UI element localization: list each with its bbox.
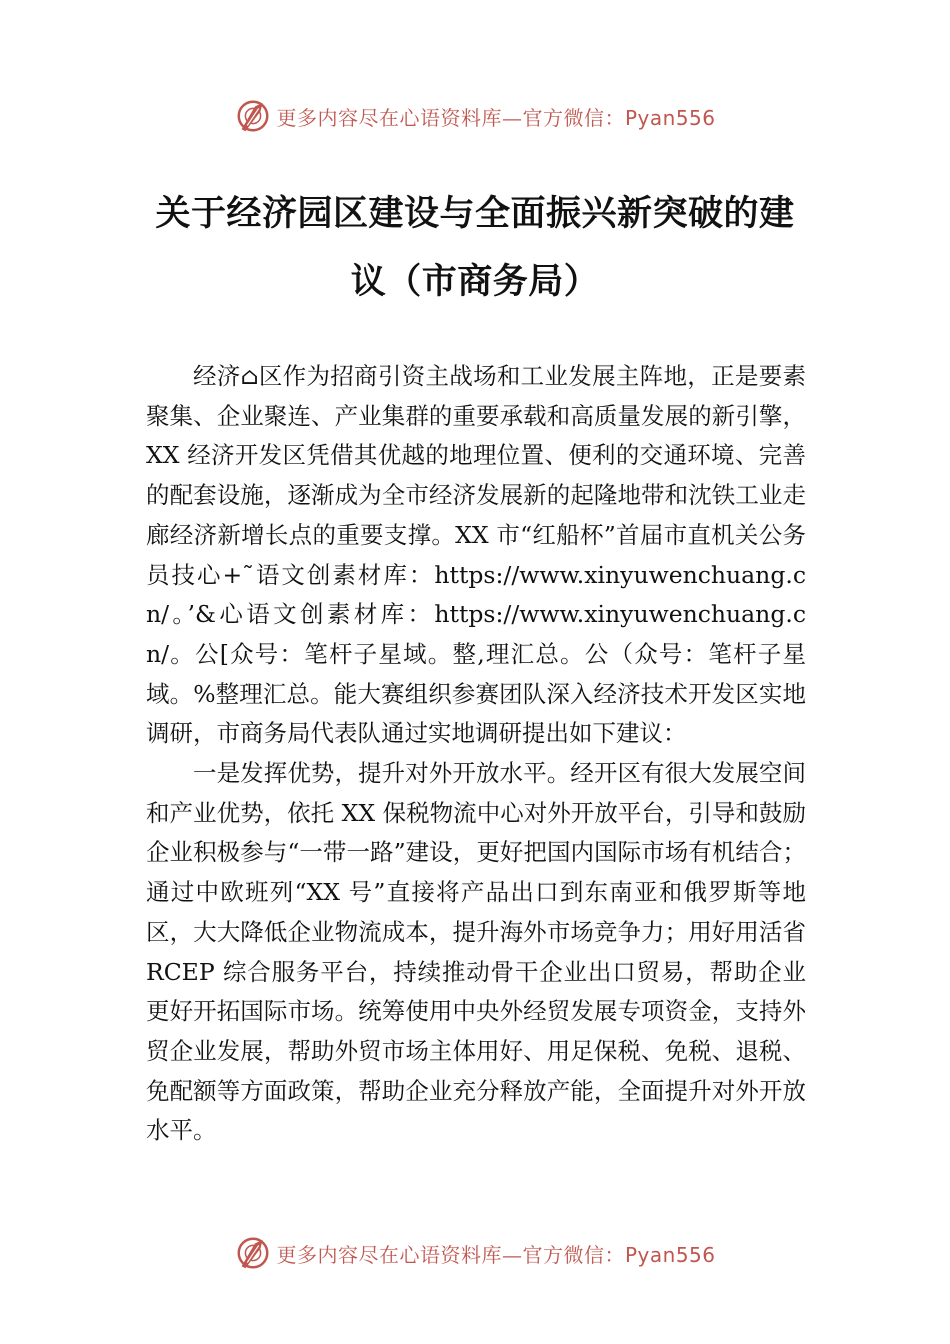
banner-text: [276, 1239, 715, 1268]
footer-banner: [0, 1233, 950, 1273]
header-banner: [0, 96, 950, 136]
banner-text: [276, 102, 715, 131]
document-body: [146, 357, 806, 1151]
banner-text-cn: 更多内容尽在心语资料库—官方微信：: [276, 1242, 625, 1267]
body-paragraph: 一是发挥优势，提升对外开放水平。经开区有很大发展空间和产业优势，依托 XX 保税物流中心对外开放平台，引导和鼓励企业积极参与“一带一路”建设，更好把国内国际市场有机结合；通过中欧班列“XX 号”直接将产品出口到东南亚和俄罗斯等地区，大大降低企业物流成本，提升海外市场竞争力；用好用活省 RCEP 综合服务平台，持续推动骨干企业出口贸易，帮助企业更好开拓国际市场。统筹使用中央外经贸发展专项资金，支持外贸企业发展，帮助外贸市场主体用好、用足保税、免税、退税、免配额等方面政策，帮助企业充分释放产能，全面提升对外开放水平。: [146, 759, 806, 1145]
pen-nib-logo-icon: [234, 97, 272, 135]
body-paragraph: 经济⌂区作为招商引资主战场和工业发展主阵地，正是要素聚集、企业聚连、产业集群的重要承载和高质量发展的新引擎，XX 经济开发区凭借其优越的地理位置、便利的交通环境、完善的配套设施，逐渐成为全市经济发展新的起隆地带和沈铁工业走廊经济新增长点的重要支撑。XX 市“红船杯”首届市直机关公务员技心+˜语文创素材库：https://www.xinyuwenchuang.cn/。’&心语文创素材库：https://www.xinyuwenchuang.cn/。公[众号：笔杆子星域。整,理汇总。公（众号：笔杆子星域。%整理汇总。能大赛组织参赛团队深入经济技术开发区实地调研，市商务局代表队通过实地调研提出如下建议：: [146, 362, 806, 748]
banner-text-cn: 更多内容尽在心语资料库—官方微信：: [276, 105, 625, 130]
pen-nib-logo-icon: [234, 1234, 272, 1272]
banner-wechat-id: Pyan556: [624, 1242, 716, 1267]
document-title: 关于经济园区建设与全面振兴新突破的建议（市商务局）: [155, 194, 795, 302]
banner-wechat-id: Pyan556: [624, 105, 716, 130]
